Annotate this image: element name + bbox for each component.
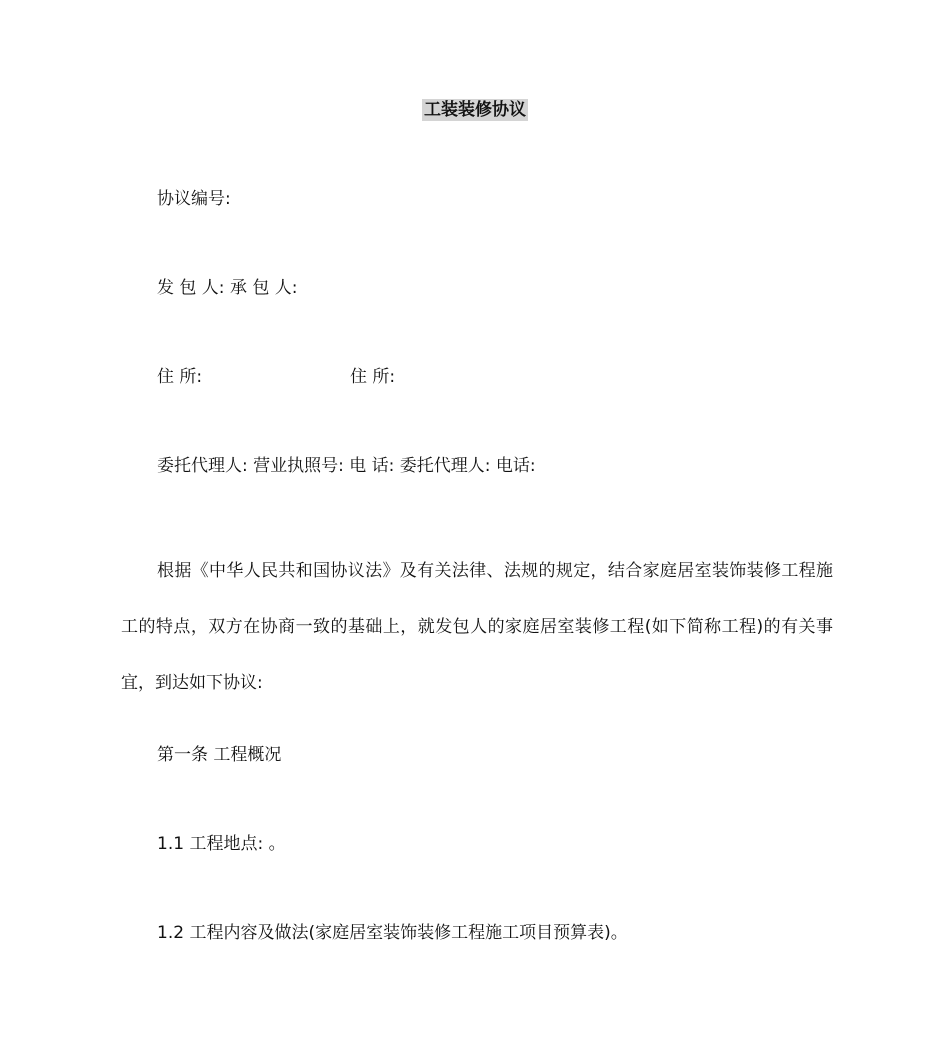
item-1-1: 1.1 工程地点: 。 [157, 834, 286, 854]
document-title [0, 97, 950, 123]
article-1-heading: 第一条 工程概况 [157, 745, 282, 765]
contract-number-label: 协议编号: [157, 189, 231, 209]
intro-paragraph: 根据《中华人民共和国协议法》及有关法律、法规的规定，结合家庭居室装饰装修工程施工的特点，双方在协商一致的基础上，就发包人的家庭居室装修工程(如下简称工程)的有关事宜，到达如下协议: [121, 561, 833, 693]
address-label-contractor: 住 所: [350, 367, 396, 387]
item-1-2: 1.2 工程内容及做法(家庭居室装饰装修工程施工项目预算表)。 [157, 923, 628, 943]
contacts-line: 委托代理人: 营业执照号: 电 话: 委托代理人: 电话: [157, 456, 536, 476]
parties-line: 发 包 人: 承 包 人: [157, 278, 298, 298]
address-label-employer: 住 所: [157, 367, 203, 387]
document-title-text: 工装装修协议 [424, 100, 526, 120]
